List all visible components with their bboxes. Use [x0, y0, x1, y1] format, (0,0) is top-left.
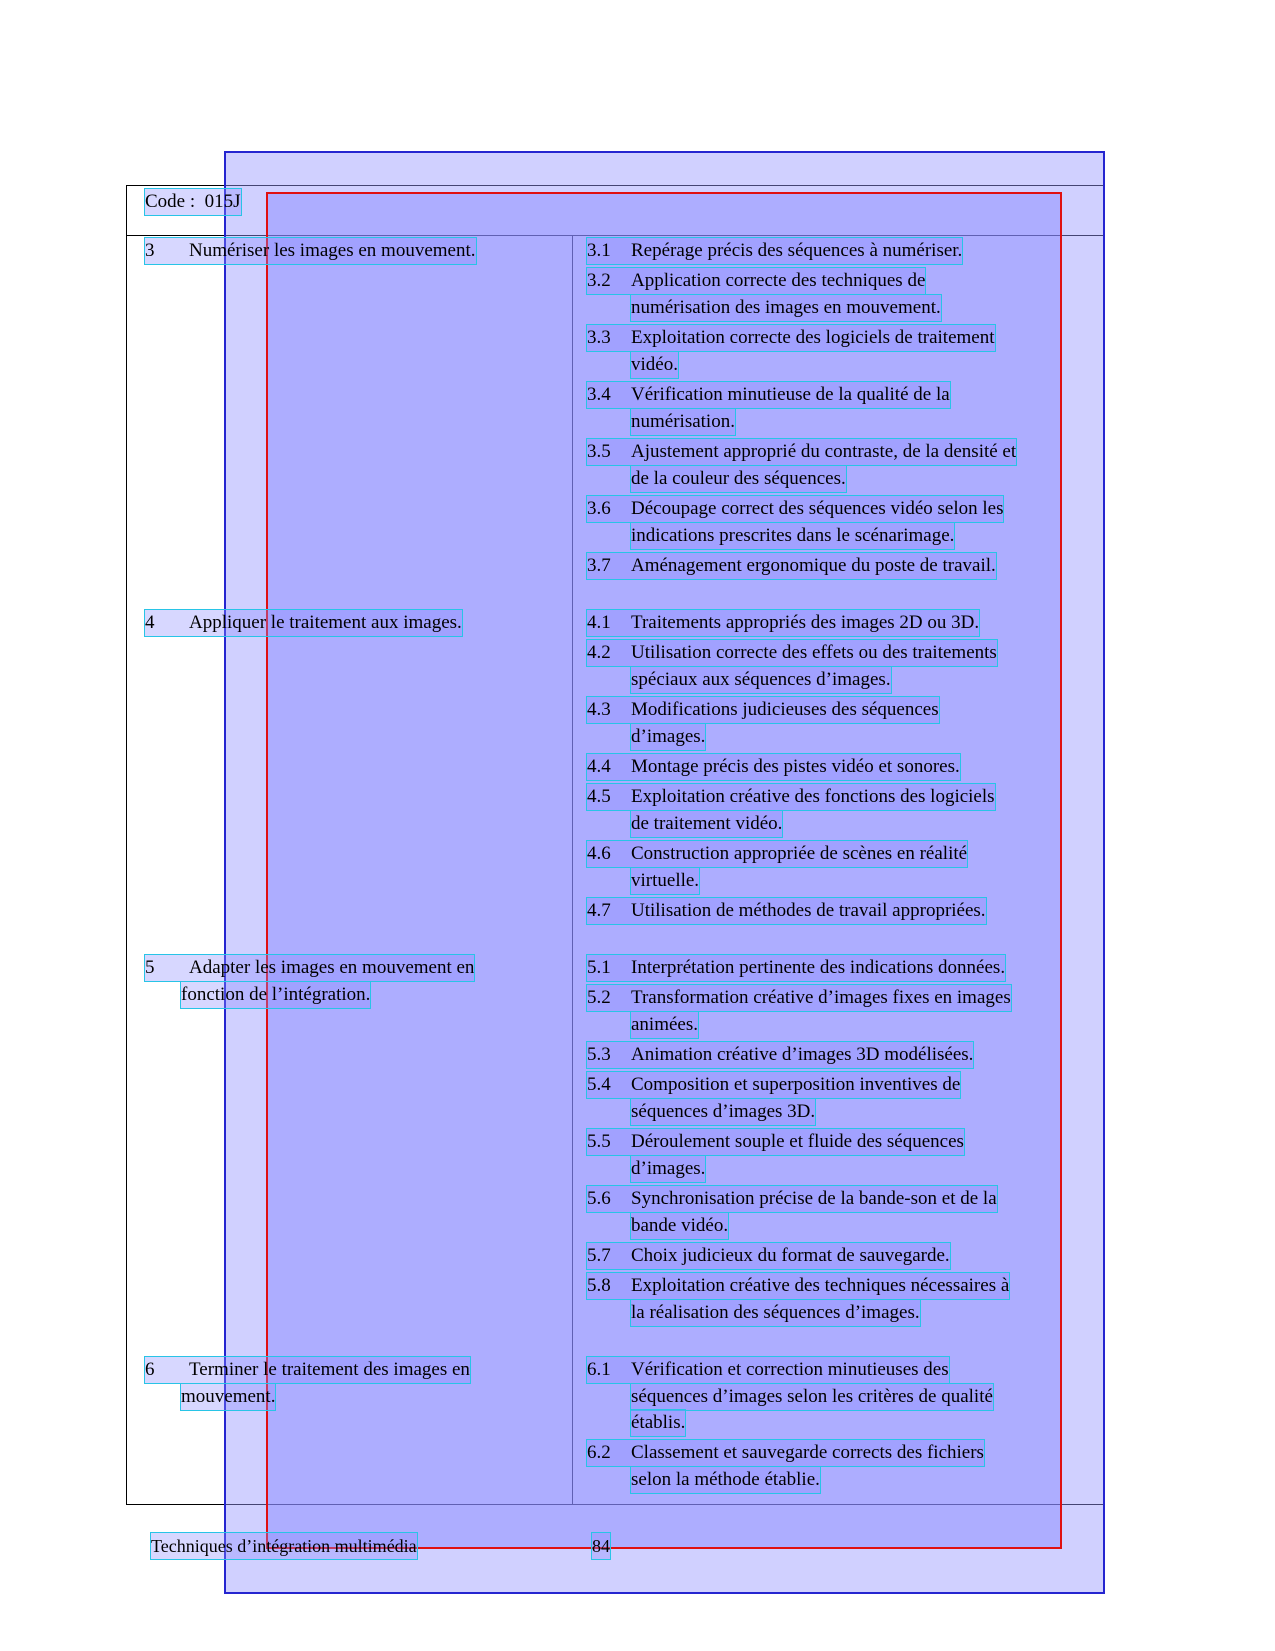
- criterion-continuation: vidéo.: [631, 352, 678, 378]
- criterion-number: 3.2: [587, 270, 611, 291]
- criterion-number: 3.6: [587, 498, 611, 519]
- criterion-line: 3.5 Ajustement approprié du contraste, de la densité et: [587, 439, 1016, 465]
- criterion-line: 3.7 Aménagement ergonomique du poste de travail.: [587, 553, 996, 579]
- criterion-line: 3.2 Application correcte des techniques de: [587, 268, 925, 294]
- criterion-number: 4.2: [587, 642, 611, 663]
- criterion-line: 4.6 Construction appropriée de scènes en réalité: [587, 841, 967, 867]
- criterion-number: 5.1: [587, 957, 611, 978]
- competency-title: 6 Terminer le traitement des images en: [145, 1357, 470, 1383]
- competency-title-continuation: mouvement.: [181, 1384, 275, 1410]
- criterion-line: 4.7 Utilisation de méthodes de travail appropriées.: [587, 898, 986, 924]
- criterion-number: 4.3: [587, 699, 611, 720]
- criterion-continuation: spéciaux aux séquences d’images.: [631, 667, 891, 693]
- criterion-line: 4.4 Montage précis des pistes vidéo et sonores.: [587, 754, 960, 780]
- criterion-number: 4.4: [587, 756, 611, 777]
- criterion-continuation: séquences d’images selon les critères de qualité: [631, 1384, 993, 1410]
- column-divider: [572, 235, 573, 1505]
- criterion-continuation: d’images.: [631, 724, 705, 750]
- criterion-line: 3.3 Exploitation correcte des logiciels de traitement: [587, 325, 995, 351]
- criterion-number: 3.5: [587, 441, 611, 462]
- criterion-continuation: séquences d’images 3D.: [631, 1099, 815, 1125]
- criterion-continuation: la réalisation des séquences d’images.: [631, 1300, 920, 1326]
- criterion-number: 3.1: [587, 240, 611, 261]
- criterion-continuation: virtuelle.: [631, 868, 699, 894]
- criterion-line: 6.2 Classement et sauvegarde corrects des fichiers: [587, 1440, 984, 1466]
- footer-title: Techniques d’intégration multimédia: [151, 1533, 417, 1559]
- criterion-line: 5.6 Synchronisation précise de la bande-son et de la: [587, 1186, 997, 1212]
- competency-number: 6: [145, 1359, 155, 1380]
- criterion-number: 6.1: [587, 1359, 611, 1380]
- criterion-number: 4.1: [587, 612, 611, 633]
- criterion-continuation: indications prescrites dans le scénarimage.: [631, 523, 954, 549]
- competency-number: 3: [145, 240, 155, 261]
- competency-title: 5 Adapter les images en mouvement en: [145, 955, 474, 981]
- criterion-number: 5.4: [587, 1074, 611, 1095]
- criterion-number: 3.7: [587, 555, 611, 576]
- criterion-line: 4.2 Utilisation correcte des effets ou des traitements: [587, 640, 997, 666]
- criterion-line: 3.4 Vérification minutieuse de la qualité de la: [587, 382, 950, 408]
- criterion-line: 5.3 Animation créative d’images 3D modélisées.: [587, 1042, 973, 1068]
- criterion-line: 4.3 Modifications judicieuses des séquences: [587, 697, 939, 723]
- criterion-number: 5.5: [587, 1131, 611, 1152]
- criterion-line: 5.1 Interprétation pertinente des indications données.: [587, 955, 1005, 981]
- criterion-line: 4.1 Traitements appropriés des images 2D ou 3D.: [587, 610, 979, 636]
- criterion-continuation: animées.: [631, 1012, 698, 1038]
- criterion-number: 4.5: [587, 786, 611, 807]
- criterion-number: 6.2: [587, 1442, 611, 1463]
- criterion-line: 4.5 Exploitation créative des fonctions des logiciels: [587, 784, 995, 810]
- criterion-number: 4.6: [587, 843, 611, 864]
- criterion-continuation: de traitement vidéo.: [631, 811, 782, 837]
- criterion-continuation: numérisation.: [631, 409, 735, 435]
- criterion-number: 3.3: [587, 327, 611, 348]
- criterion-line: 5.8 Exploitation créative des techniques nécessaires à: [587, 1273, 1009, 1299]
- criterion-continuation: établis.: [631, 1410, 685, 1436]
- competency-title: 4 Appliquer le traitement aux images.: [145, 610, 462, 636]
- criterion-line: 5.4 Composition et superposition inventives de: [587, 1072, 960, 1098]
- code-label: Code :: [145, 191, 196, 212]
- criterion-number: 5.3: [587, 1044, 611, 1065]
- code-field: [145, 189, 241, 215]
- criterion-continuation: de la couleur des séquences.: [631, 466, 846, 492]
- criterion-number: 5.7: [587, 1245, 611, 1266]
- criterion-line: 6.1 Vérification et correction minutieuses des: [587, 1357, 949, 1383]
- criterion-line: 3.6 Découpage correct des séquences vidéo selon les: [587, 496, 1003, 522]
- criterion-continuation: numérisation des images en mouvement.: [631, 295, 941, 321]
- code-value: 015J: [204, 191, 241, 212]
- criterion-line: 5.2 Transformation créative d’images fixes en images: [587, 985, 1011, 1011]
- competency-number: 4: [145, 612, 155, 633]
- header-divider: [126, 235, 1105, 236]
- page-number: 84: [592, 1533, 610, 1559]
- competency-number: 5: [145, 957, 155, 978]
- criterion-number: 5.6: [587, 1188, 611, 1209]
- competency-title-continuation: fonction de l’intégration.: [181, 982, 370, 1008]
- criterion-line: 3.1 Repérage précis des séquences à numériser.: [587, 238, 962, 264]
- criterion-line: 5.7 Choix judicieux du format de sauvegarde.: [587, 1243, 950, 1269]
- criterion-number: 4.7: [587, 900, 611, 921]
- competency-title: 3 Numériser les images en mouvement.: [145, 238, 476, 264]
- criterion-continuation: selon la méthode établie.: [631, 1467, 820, 1493]
- criterion-continuation: bande vidéo.: [631, 1213, 728, 1239]
- criterion-number: 3.4: [587, 384, 611, 405]
- criterion-continuation: d’images.: [631, 1156, 705, 1182]
- criterion-line: 5.5 Déroulement souple et fluide des séquences: [587, 1129, 964, 1155]
- criterion-number: 5.8: [587, 1275, 611, 1296]
- criterion-number: 5.2: [587, 987, 611, 1008]
